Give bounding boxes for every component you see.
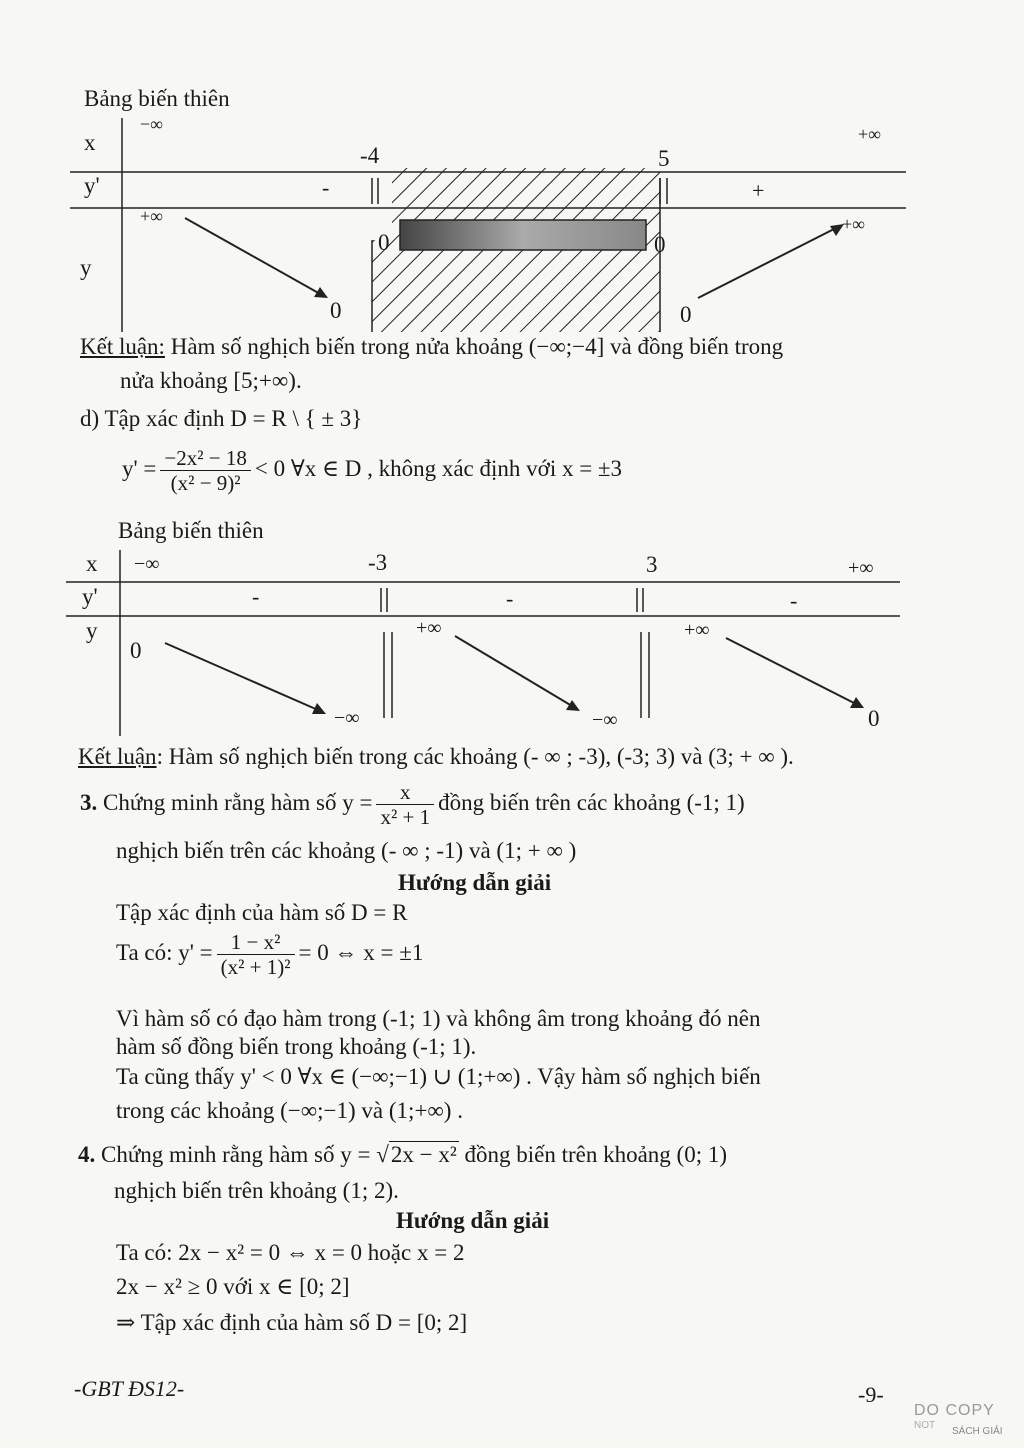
problem-4-statement bbox=[78, 1142, 727, 1168]
part-d-yprime-lhs: y' = bbox=[122, 455, 157, 481]
problem-4-step-3: ⇒ Tập xác định của hàm số D = [0; 2] bbox=[116, 1310, 468, 1335]
problem-3-s2-numerator: 1 − x² bbox=[217, 930, 295, 955]
table1-x-m4: -4 bbox=[360, 143, 380, 168]
conclusion-1-label: Kết luận: bbox=[80, 334, 165, 359]
problem-4-radicand: 2x − x² bbox=[390, 1142, 457, 1167]
problem-4-text-b: đồng biến trên khoảng (0; 1) bbox=[464, 1142, 728, 1167]
table2-sign-1: - bbox=[252, 584, 260, 609]
table1-y-left-top: +∞ bbox=[140, 206, 163, 226]
page-number: -9- bbox=[858, 1382, 884, 1407]
problem-3-text-a: Chứng minh rằng hàm số y = bbox=[103, 789, 373, 815]
table1-sign-plus: + bbox=[752, 178, 765, 203]
table2-row-x: x bbox=[86, 551, 98, 576]
problem-3-statement bbox=[80, 780, 745, 829]
table1-y-right-bottom: 0 bbox=[680, 302, 692, 327]
arrowhead bbox=[566, 700, 580, 711]
table2-y-m-inf-1: −∞ bbox=[334, 707, 360, 729]
table2-arrow-2 bbox=[455, 636, 572, 706]
table2-row-yp: y' bbox=[82, 584, 98, 609]
problem-4-step-1: Ta có: 2x − x² = 0 ⇔ x = 0 hoặc x = 2 bbox=[116, 1240, 465, 1265]
table1-arrow-increasing bbox=[698, 228, 836, 298]
watermark-logo bbox=[908, 1400, 1012, 1442]
conclusion-2-label: Kết luận bbox=[78, 744, 157, 769]
table1-y-left-bottom: 0 bbox=[330, 298, 342, 323]
problem-3-number: 3. bbox=[80, 789, 98, 815]
table2-y-m-inf-2: −∞ bbox=[592, 709, 618, 731]
part-d-domain: d) Tập xác định D = R \ { ± 3} bbox=[80, 406, 363, 431]
problem-3-step-2 bbox=[116, 930, 423, 979]
problem-3-s2-fraction bbox=[217, 930, 295, 979]
table1-pos-inf: +∞ bbox=[858, 124, 881, 144]
table2-y-p-inf-1: +∞ bbox=[416, 617, 442, 639]
table1-neg-inf: −∞ bbox=[140, 114, 163, 134]
watermark-top: DO COPY bbox=[914, 1402, 995, 1419]
variation-table-2 bbox=[0, 540, 1024, 740]
problem-4-heading: Hướng dẫn giải bbox=[396, 1208, 550, 1233]
problem-4-sqrt: √2x − x² bbox=[376, 1142, 457, 1167]
table2-row-y: y bbox=[86, 618, 98, 643]
table2-y-start: 0 bbox=[130, 638, 142, 663]
table1-y-mid-left: 0 bbox=[378, 230, 390, 255]
problem-3-step-4: hàm số đồng biến trong khoảng (-1; 1). bbox=[116, 1034, 477, 1059]
table1-y-right-top: +∞ bbox=[842, 214, 865, 234]
table2-y-end: 0 bbox=[868, 706, 880, 731]
problem-3-fraction bbox=[376, 780, 434, 829]
problem-3-line2: nghịch biến trên các khoảng (- ∞ ; -1) và (1; + ∞ ) bbox=[116, 838, 577, 863]
table2-arrow-3 bbox=[726, 638, 856, 704]
part-d-yprime-rhs: < 0 ∀x ∈ D , không xác định với x = ±3 bbox=[254, 455, 623, 481]
table2-title: Bảng biến thiên bbox=[118, 518, 264, 543]
table1-row-yp: y' bbox=[84, 173, 100, 198]
conclusion-2 bbox=[78, 744, 794, 770]
variation-table-1 bbox=[0, 0, 1024, 340]
table1-x-5: 5 bbox=[658, 146, 670, 171]
table2-neg-inf: −∞ bbox=[134, 553, 160, 575]
problem-3-step-3: Vì hàm số có đạo hàm trong (-1; 1) và không âm trong khoảng đó nên bbox=[116, 1006, 761, 1031]
part-d-fraction bbox=[160, 446, 250, 495]
table1-row-y: y bbox=[80, 255, 92, 280]
conclusion-1-line2: nửa khoảng [5;+∞). bbox=[120, 368, 302, 393]
part-d-derivative bbox=[122, 446, 622, 495]
table2-arrow-1 bbox=[165, 643, 318, 710]
conclusion-1-line1: Hàm số nghịch biến trong nửa khoảng (−∞;−4] và đồng biến trong bbox=[170, 334, 784, 359]
problem-3-step-6: trong các khoảng (−∞;−1) và (1;+∞) . bbox=[116, 1098, 463, 1123]
table1-title: Bảng biến thiên bbox=[84, 86, 230, 111]
conclusion-1 bbox=[80, 334, 783, 360]
problem-3-s2-rhs: = 0 ⇔ x = ±1 bbox=[298, 939, 424, 965]
problem-4-step-2: 2x − x² ≥ 0 với x ∈ [0; 2] bbox=[116, 1274, 350, 1299]
watermark-bottom: NOT bbox=[914, 1420, 936, 1431]
problem-3-step-1: Tập xác định của hàm số D = R bbox=[116, 900, 408, 925]
table1-y-mid-right: 0 bbox=[654, 232, 666, 257]
problem-3-numerator: x bbox=[376, 780, 434, 805]
problem-4-text-a: Chứng minh rằng hàm số y = bbox=[101, 1142, 371, 1167]
problem-3-denominator: x² + 1 bbox=[380, 805, 431, 830]
problem-3-heading: Hướng dẫn giải bbox=[398, 870, 552, 895]
part-d-numerator: −2x² − 18 bbox=[160, 446, 250, 471]
table2-sign-2: - bbox=[506, 586, 514, 611]
table1-row-x: x bbox=[84, 130, 96, 155]
conclusion-2-text: : Hàm số nghịch biến trong các khoảng (- ∞ ; -3), (-3; 3) và (3; + ∞ ). bbox=[156, 744, 794, 769]
table1-arrow-decreasing bbox=[185, 218, 322, 295]
problem-3-step-5: Ta cũng thấy y' < 0 ∀x ∈ (−∞;−1) ∪ (1;+∞) . Vậy hàm số nghịch biến bbox=[116, 1064, 761, 1089]
table2-y-p-inf-2: +∞ bbox=[684, 619, 710, 641]
problem-4-line2: nghịch biến trên khoảng (1; 2). bbox=[114, 1178, 399, 1203]
part-d-denominator: (x² − 9)² bbox=[170, 471, 241, 496]
table2-x-m3: -3 bbox=[368, 550, 388, 575]
watermark-brand: SÁCH GIẢI bbox=[952, 1426, 1003, 1437]
problem-4-number: 4. bbox=[78, 1142, 96, 1167]
table1-sign-minus: - bbox=[322, 175, 330, 200]
problem-3-s2-denominator: (x² + 1)² bbox=[220, 955, 291, 980]
table2-sign-3: - bbox=[790, 588, 798, 613]
problem-3-s2-lhs: Ta có: y' = bbox=[116, 939, 213, 965]
problem-3-text-b: đồng biến trên các khoảng (-1; 1) bbox=[438, 789, 745, 815]
table2-pos-inf: +∞ bbox=[848, 557, 874, 579]
table1-shaded-bar bbox=[400, 220, 646, 250]
footer-left: -GBT ĐS12- bbox=[74, 1376, 185, 1401]
table2-x-3: 3 bbox=[646, 552, 658, 577]
